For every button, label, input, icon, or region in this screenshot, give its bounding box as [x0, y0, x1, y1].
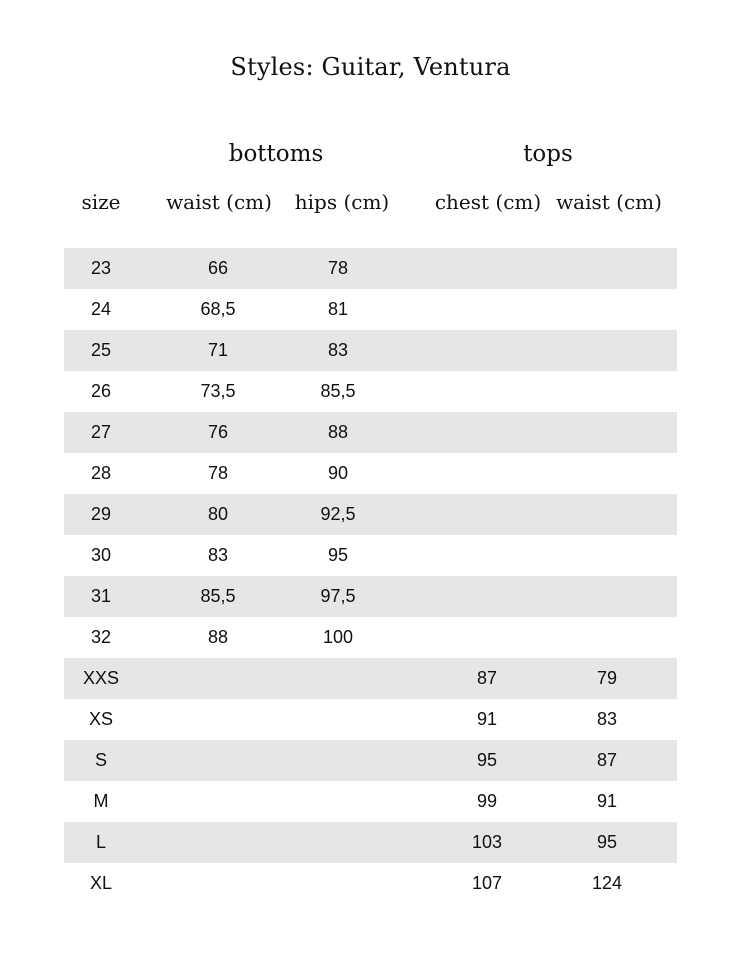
table-row — [64, 863, 677, 904]
bottoms-waist-cell: 71 — [207, 340, 229, 360]
bottoms-waist-cell: 68,5 — [200, 299, 236, 319]
size-cell: 25 — [90, 340, 112, 360]
table-row — [64, 494, 677, 535]
table-row — [64, 617, 677, 658]
size-cell: XL — [89, 873, 113, 893]
hips-cell: 81 — [327, 299, 349, 319]
hips-cell: 78 — [327, 258, 349, 278]
size-cell: M — [93, 791, 109, 811]
column-headers — [64, 185, 677, 219]
table-row — [64, 453, 677, 494]
column-header-hips: hips (cm) — [294, 190, 390, 214]
size-cell: 30 — [90, 545, 112, 565]
size-cell: S — [94, 750, 107, 770]
chest-cell: 87 — [476, 668, 498, 688]
table-row — [64, 535, 677, 576]
bottoms-waist-cell: 76 — [207, 422, 229, 442]
tops-waist-cell: 83 — [596, 709, 618, 729]
column-header-chest: chest (cm) — [434, 190, 542, 214]
bottoms-waist-cell: 85,5 — [200, 586, 236, 606]
bottoms-waist-cell: 80 — [207, 504, 229, 524]
size-cell: 29 — [90, 504, 112, 524]
table-row — [64, 740, 677, 781]
hips-cell: 83 — [327, 340, 349, 360]
hips-cell: 95 — [327, 545, 349, 565]
bottoms-waist-cell: 83 — [207, 545, 229, 565]
table-row — [64, 330, 677, 371]
size-cell: XS — [88, 709, 113, 729]
size-cell: L — [95, 832, 106, 852]
group-heading-bottoms: bottoms — [228, 141, 324, 167]
size-cell: 26 — [90, 381, 112, 401]
column-header-tops-waist: waist (cm) — [556, 190, 662, 214]
chest-cell: 99 — [476, 791, 498, 811]
table-row — [64, 658, 677, 699]
bottoms-waist-cell: 73,5 — [200, 381, 236, 401]
size-cell: 24 — [90, 299, 112, 319]
hips-cell: 88 — [327, 422, 349, 442]
chest-cell: 91 — [476, 709, 498, 729]
tops-waist-cell: 79 — [596, 668, 618, 688]
table-row — [64, 699, 677, 740]
table-row — [64, 576, 677, 617]
bottoms-waist-cell: 78 — [207, 463, 229, 483]
bottoms-waist-cell: 88 — [207, 627, 229, 647]
table-row — [64, 822, 677, 863]
table-row — [64, 248, 677, 289]
hips-cell: 92,5 — [320, 504, 356, 524]
hips-cell: 97,5 — [320, 586, 356, 606]
tops-waist-cell: 91 — [596, 791, 618, 811]
chest-cell: 103 — [471, 832, 503, 852]
chest-cell: 95 — [476, 750, 498, 770]
size-cell: 23 — [90, 258, 112, 278]
hips-cell: 85,5 — [320, 381, 356, 401]
size-cell: 32 — [90, 627, 112, 647]
chest-cell: 107 — [471, 873, 503, 893]
tops-waist-cell: 124 — [591, 873, 623, 893]
bottoms-waist-cell: 66 — [207, 258, 229, 278]
size-table — [64, 248, 677, 904]
size-cell: XXS — [82, 668, 120, 688]
tops-waist-cell: 87 — [596, 750, 618, 770]
column-header-size: size — [81, 190, 121, 214]
hips-cell: 100 — [322, 627, 354, 647]
tops-waist-cell: 95 — [596, 832, 618, 852]
hips-cell: 90 — [327, 463, 349, 483]
table-row — [64, 371, 677, 412]
page-title: Styles: Guitar, Ventura — [230, 53, 511, 81]
size-cell: 28 — [90, 463, 112, 483]
group-heading-tops: tops — [523, 141, 573, 167]
table-row — [64, 289, 677, 330]
size-cell: 27 — [90, 422, 112, 442]
table-row — [64, 412, 677, 453]
column-header-bottoms-waist: waist (cm) — [166, 190, 272, 214]
table-row — [64, 781, 677, 822]
size-cell: 31 — [90, 586, 112, 606]
